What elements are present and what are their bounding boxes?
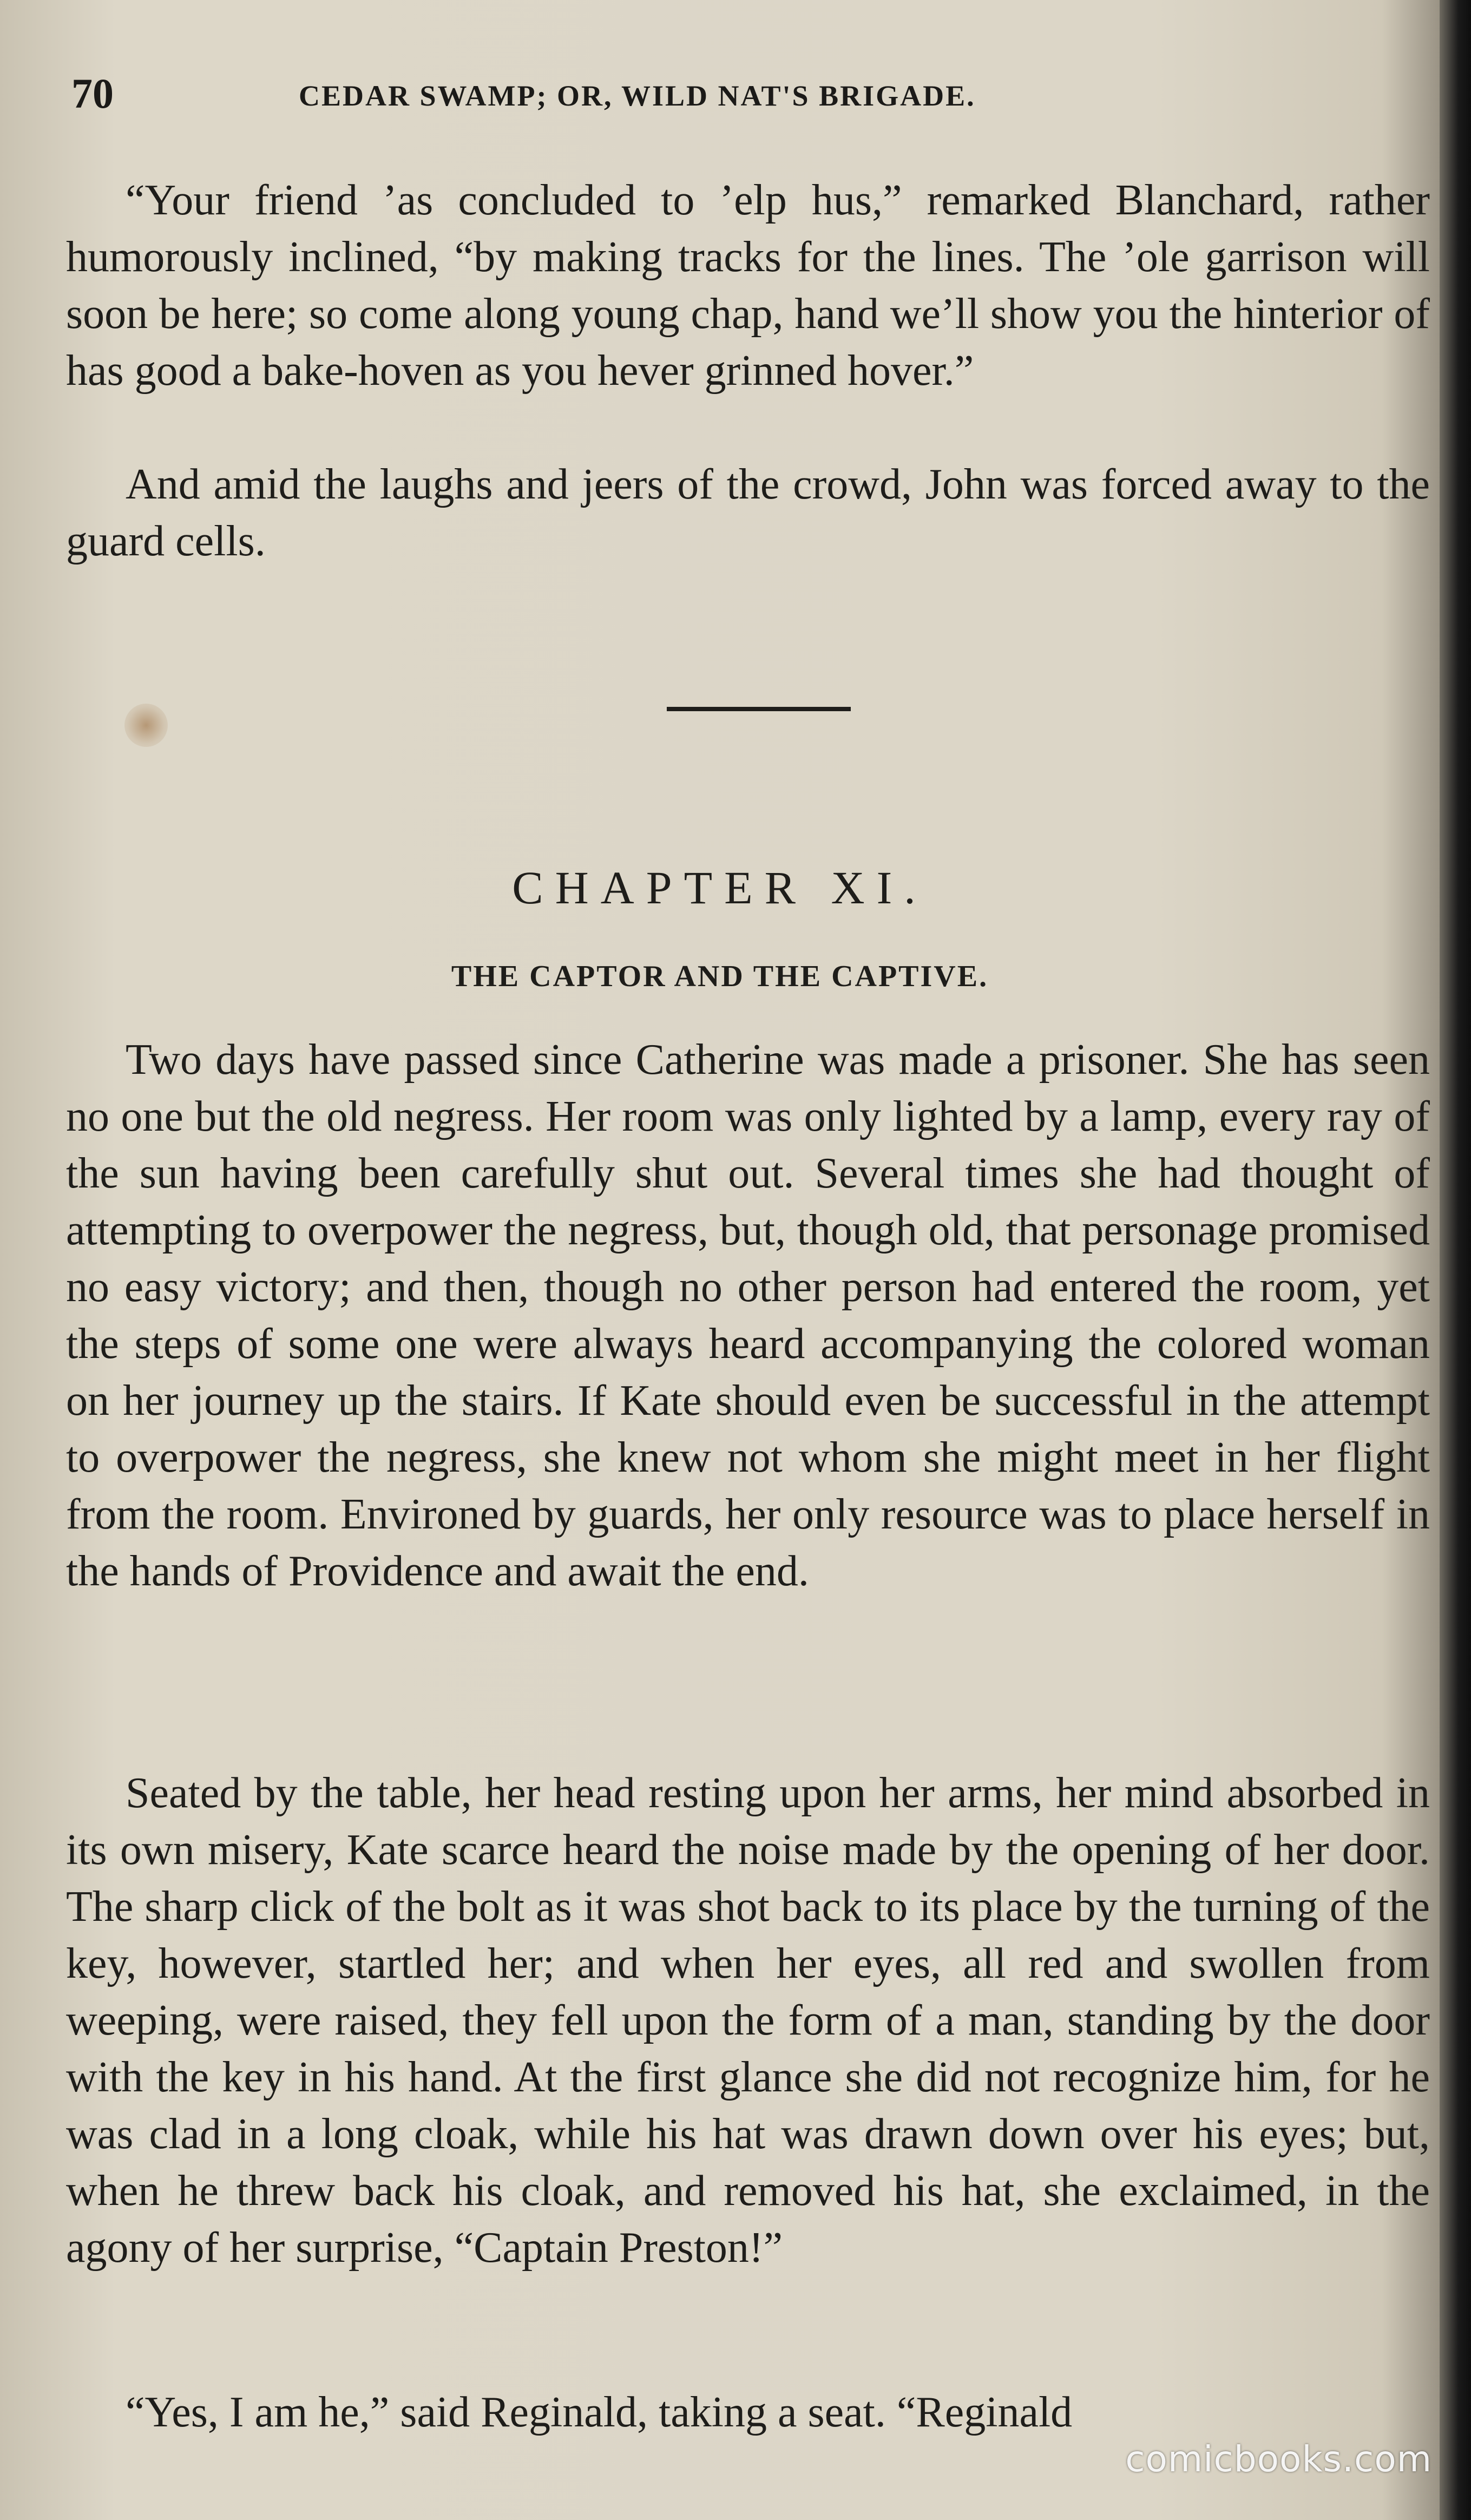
paragraph-kate-seated: Seated by the table, her head resting upon her arms, her mind absorbed in its own misery, Kate scarce heard the noise made by the opening of her door. The sharp click of the bolt as it was shot back to its place by the turning of the key, however, startled her; and when her eyes, all red and swollen from weeping, were raised, they fell upon the form of a man, standing by the door with the key in his hand. At the first glance she did not recognize him, for he was clad in a long cloak, while his hat was drawn down over his eyes; but, when he threw back his cloak, and removed his hat, she exclaimed, in the agony of her surprise, “Captain Preston!” — [66, 1769, 1430, 2272]
paragraph-blanchard-remark: “Your friend ’as concluded to ’elp hus,” remarked Blanchard, rather humorously inclined, “by making tracks for the lines. The ’ole garrison will soon be here; so come along young chap, hand we’ll show you the hinterior of has good a bake-hoven as you hever grinned hover.” — [66, 176, 1430, 395]
page-header — [71, 65, 1392, 124]
paragraph-catherine-prisoner: Two days have passed since Catherine was made a prisoner. She has seen no one but the old negress. Her room was only lighted by a lamp, every ray of the sun having been carefully shut out. Several times she had thought of attempting to overpower the negress, but, though old, that personage promised no easy victory; and then, though no other person had entered the room, yet the steps of some one were always heard accompanying the colored woman on her journey up the stairs. If Kate should even be successful in the attempt to overpower the negress, she knew not whom she might meet in her flight from the room. Environed by guards, her only resource was to place herself in the hands of Providence and await the end. — [66, 1036, 1430, 1595]
paragraph-john-forced-away: And amid the laughs and jeers of the crowd, John was forced away to the guard cells. — [66, 461, 1430, 565]
book-spine-shadow — [1440, 0, 1471, 2520]
paragraph-reginald-reply: “Yes, I am he,” said Reginald, taking a seat. “Reginald — [126, 2388, 1073, 2436]
chapter-subtitle: THE CAPTOR AND THE CAPTIVE. — [451, 960, 989, 993]
paper-stain — [124, 704, 168, 747]
section-divider-rule — [667, 707, 851, 711]
page-number: 70 — [71, 70, 114, 117]
chapter-title: CHAPTER XI. — [512, 862, 928, 914]
running-head: CEDAR SWAMP; OR, WILD NAT'S BRIGADE. — [299, 80, 976, 112]
watermark: comicbooks.com — [1125, 2438, 1432, 2480]
